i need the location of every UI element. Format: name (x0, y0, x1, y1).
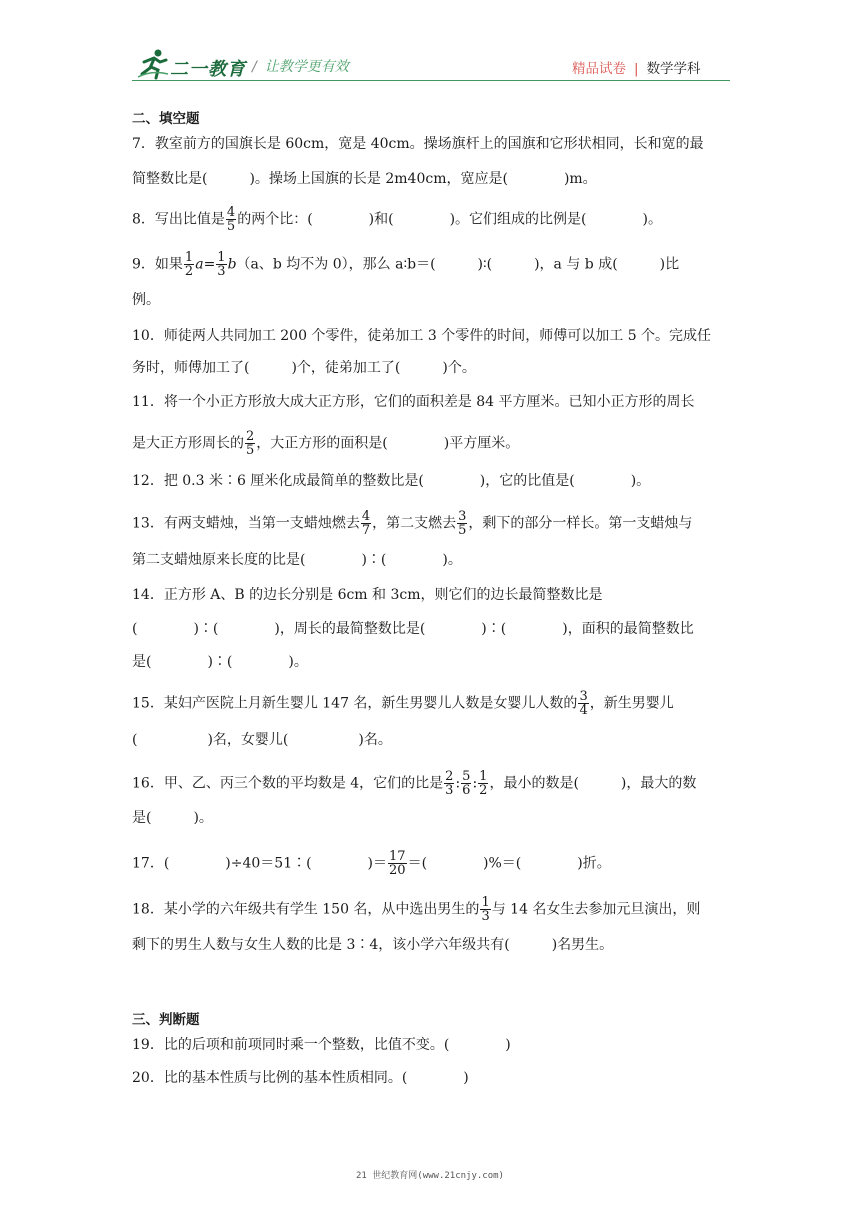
q9-f2-numerator: 1 (217, 250, 226, 265)
q16-colon-2: : (472, 775, 478, 792)
question-19: 19．比的后项和前项同时乘一个整数，比值不变。( ) (132, 1037, 511, 1053)
q8-fraction (226, 206, 236, 233)
q9-f2-denominator: 3 (217, 264, 226, 279)
question-14-line-3: 是( )∶( )。 (132, 654, 308, 670)
q13-f2-denominator: 5 (458, 523, 467, 538)
question-10-line-2: 务时，师傅加工了( )个，徒弟加工了( )个。 (132, 360, 476, 376)
question-11-line-1: 11．将一个小正方形放大成大正方形，它们的面积差是 84 平方厘米。已知小正方形的周长 (132, 394, 695, 410)
q13-text-b: ，第二支燃去 (372, 515, 457, 532)
question-14-line-1: 14．正方形 A、B 的边长分别是 6cm 和 3cm，则它们的边长最简整数比是 (132, 587, 603, 603)
q8-fraction-numerator: 4 (226, 205, 236, 220)
q15-fraction (578, 690, 588, 717)
q16-fraction-2 (461, 770, 471, 797)
q16-text-b: ，最小的数是( )，最大的数 (489, 775, 697, 792)
q9-f1-numerator: 1 (184, 250, 194, 265)
q9-f1-denominator: 2 (184, 264, 194, 279)
q18-text-b: 与 14 名女生去参加元旦演出，则 (491, 901, 701, 918)
header-tags (572, 57, 701, 77)
question-17 (132, 850, 730, 877)
q16-f2-denominator: 6 (462, 783, 471, 798)
q11-fraction-numerator: 2 (246, 429, 255, 444)
section-title-judge: 三、判断题 (132, 1012, 200, 1028)
page-footer: 21 世纪教育网(www.21cnjy.com) (356, 1171, 504, 1181)
question-8 (132, 206, 730, 233)
question-9-line-1 (132, 251, 730, 278)
q8-fraction-denominator: 5 (226, 219, 236, 234)
q18-text-a: 18．某小学的六年级共有学生 150 名，从中选出男生的 (132, 901, 480, 918)
q13-f1-denominator: 7 (361, 523, 371, 538)
q17-fraction-numerator: 17 (389, 849, 406, 864)
q16-f2-numerator: 5 (462, 769, 471, 784)
q9-var-b: b (227, 256, 237, 273)
question-14-line-2: ( )∶( )，周长的最简整数比是( )∶( )，面积的最简整数比 (132, 621, 694, 637)
q15-fraction-denominator: 4 (579, 703, 588, 718)
q9-var-a: a (195, 256, 204, 273)
q13-text-c: ，剩下的部分一样长。第一支蜡烛与 (468, 515, 693, 532)
q13-fraction-1 (361, 510, 371, 537)
question-18-line-1 (132, 896, 730, 923)
page-header (0, 0, 860, 90)
question-18-line-2: 剩下的男生人数与女生人数的比是 3∶4，该小学六年级共有( )名男生。 (132, 937, 614, 953)
brand-name: 二一教育 (170, 59, 246, 80)
section-title-fill: 二、填空题 (132, 111, 200, 127)
tag-divider: | (634, 61, 639, 77)
q13-f2-numerator: 3 (458, 509, 467, 524)
q13-fraction-2 (457, 510, 467, 537)
q18-fraction-numerator: 1 (481, 895, 490, 910)
question-20: 20．比的基本性质与比例的基本性质相同。( ) (132, 1070, 469, 1086)
q16-text-a: 16．甲、乙、丙三个数的平均数是 4，它们的比是 (132, 775, 444, 792)
q16-f1-denominator: 3 (445, 783, 454, 798)
question-11-line-2 (132, 430, 730, 457)
q13-text-a: 13．有两支蜡烛，当第一支蜡烛燃去 (132, 515, 360, 532)
header-rule (132, 80, 730, 81)
q9-equals: = (203, 256, 216, 273)
q17-text-a: 17．( )÷40＝51∶( )＝ (132, 855, 388, 872)
runner-logo-icon (136, 48, 170, 80)
q17-fraction-denominator: 20 (389, 863, 406, 878)
q16-f1-numerator: 2 (445, 769, 454, 784)
q11-text-a: 是大正方形周长的 (132, 435, 244, 452)
tag-quality: 精品试卷 (572, 61, 626, 77)
q13-f1-numerator: 4 (361, 509, 371, 524)
question-12: 12．把 0.3 米∶6 厘米化成最简单的整数比是( )，它的比值是( )。 (132, 473, 651, 489)
slogan-text: 让教学更有效 (264, 59, 349, 75)
question-10-line-1: 10．师徒两人共同加工 200 个零件，徒弟加工 3 个零件的时间，师傅可以加工 5 个。完成任 (132, 328, 712, 344)
question-7-line-2: 简整数比是( )。操场上国旗的长是 2m40cm，宽应是( )m。 (132, 171, 597, 187)
q11-fraction-denominator: 5 (246, 443, 255, 458)
q15-text-b: ，新生男婴儿 (589, 695, 674, 712)
question-9-line-2: 例。 (132, 292, 160, 308)
q9-fraction-1 (184, 251, 194, 278)
q8-text-b: 的两个比：( )和( )。它们组成的比例是( )。 (237, 211, 662, 228)
question-13-line-1 (132, 510, 730, 537)
q16-colon-1: : (455, 775, 461, 792)
q16-f3-denominator: 2 (479, 783, 488, 798)
q11-text-b: ，大正方形的面积是( )平方厘米。 (256, 435, 520, 452)
brand-logo (136, 48, 256, 82)
q15-fraction-numerator: 3 (579, 689, 588, 704)
q18-fraction (480, 896, 490, 923)
q11-fraction (245, 430, 255, 457)
q18-fraction-denominator: 3 (481, 909, 490, 924)
tag-subject: 数学学科 (646, 61, 701, 77)
q9-fraction-2 (216, 251, 226, 278)
slogan (252, 56, 349, 76)
q8-text-a: 8．写出比值是 (132, 211, 225, 228)
q9-text-b: （a、b 均不为 0），那么 a∶b＝( )∶( )，a 与 b 成( )比 (236, 256, 680, 273)
q17-text-b: ＝( )%＝( )折。 (407, 855, 611, 872)
question-16-line-1 (132, 770, 730, 797)
question-15-line-2: ( )名，女婴儿( )名。 (132, 732, 392, 748)
q15-text-a: 15．某妇产医院上月新生婴儿 147 名，新生男婴儿人数是女婴儿人数的 (132, 695, 578, 712)
question-13-line-2: 第二支蜡烛原来长度的比是( )∶( )。 (132, 552, 462, 568)
q16-fraction-3 (478, 770, 488, 797)
q16-fraction-1 (444, 770, 454, 797)
question-15-line-1 (132, 690, 730, 717)
question-7-line-1: 7．教室前方的国旗长是 60cm，宽是 40cm。操场旗杆上的国旗和它形状相同，长和宽的最 (132, 136, 704, 152)
q9-text-a: 9．如果 (132, 256, 183, 273)
q16-f3-numerator: 1 (479, 769, 488, 784)
slash-divider: / (252, 59, 257, 75)
q17-fraction (388, 850, 407, 877)
question-16-line-2: 是( )。 (132, 810, 213, 826)
